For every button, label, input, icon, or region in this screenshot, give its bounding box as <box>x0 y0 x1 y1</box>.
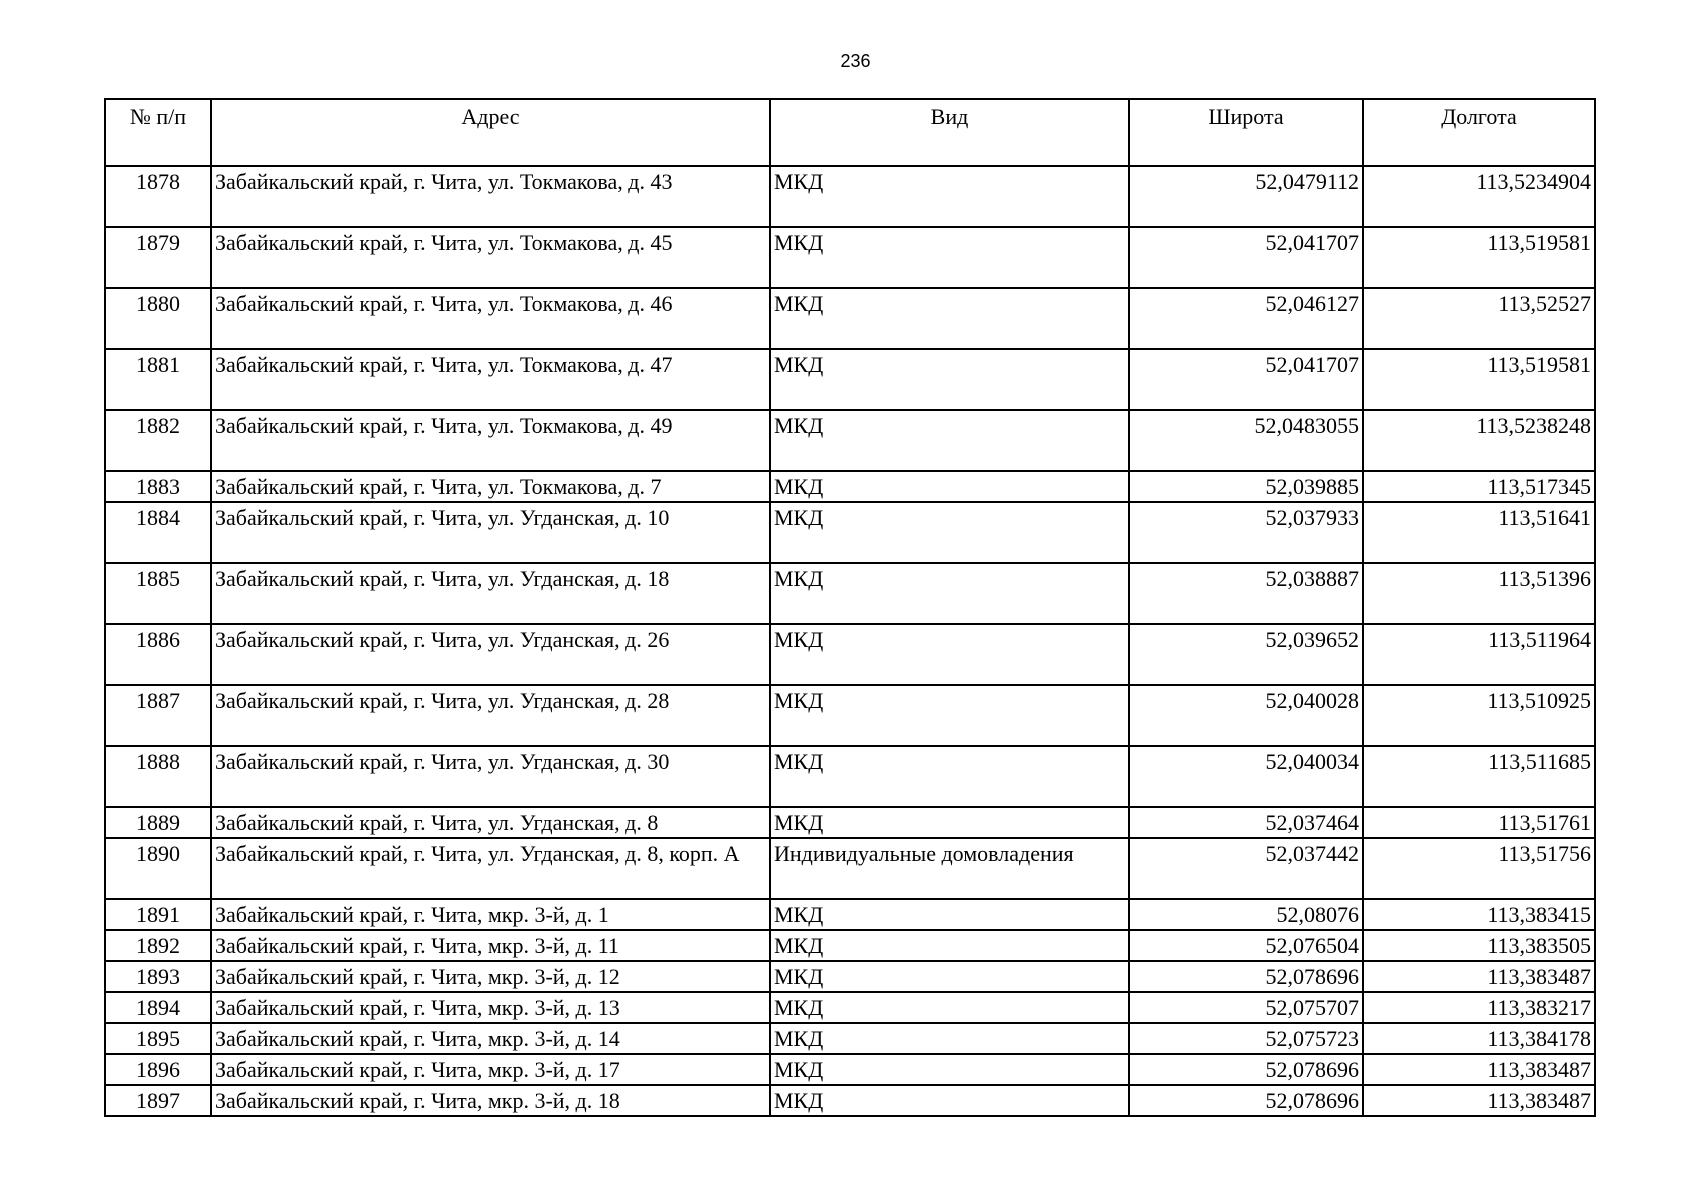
table-body <box>105 166 1595 1116</box>
cell-num: 1881 <box>105 349 211 410</box>
table-row <box>105 166 1595 227</box>
cell-latitude: 52,075723 <box>1129 1023 1363 1054</box>
table-row <box>105 961 1595 992</box>
cell-address: Забайкальский край, г. Чита, ул. Угданская, д. 30 <box>211 746 770 807</box>
cell-type: Индивидуальные домовладения <box>770 838 1129 899</box>
cell-longitude: 113,383487 <box>1363 961 1595 992</box>
cell-num: 1879 <box>105 227 211 288</box>
cell-num: 1882 <box>105 410 211 471</box>
page-number: 236 <box>840 51 871 71</box>
cell-num: 1884 <box>105 502 211 563</box>
cell-address: Забайкальский край, г. Чита, ул. Токмакова, д. 45 <box>211 227 770 288</box>
cell-type: МКД <box>770 807 1129 838</box>
table-row <box>105 807 1595 838</box>
cell-latitude: 52,078696 <box>1129 1054 1363 1085</box>
cell-longitude: 113,51641 <box>1363 502 1595 563</box>
address-table <box>104 98 1596 1117</box>
cell-address: Забайкальский край, г. Чита, ул. Угданская, д. 8, корп. А <box>211 838 770 899</box>
cell-latitude: 52,040034 <box>1129 746 1363 807</box>
table-row <box>105 1085 1595 1116</box>
cell-longitude: 113,51396 <box>1363 563 1595 624</box>
cell-type: МКД <box>770 410 1129 471</box>
cell-latitude: 52,039652 <box>1129 624 1363 685</box>
cell-type: МКД <box>770 349 1129 410</box>
cell-latitude: 52,076504 <box>1129 930 1363 961</box>
cell-latitude: 52,0483055 <box>1129 410 1363 471</box>
table-row <box>105 1023 1595 1054</box>
cell-latitude: 52,078696 <box>1129 1085 1363 1116</box>
cell-num: 1887 <box>105 685 211 746</box>
cell-address: Забайкальский край, г. Чита, мкр. 3-й, д. 18 <box>211 1085 770 1116</box>
cell-type: МКД <box>770 1054 1129 1085</box>
table-row <box>105 563 1595 624</box>
cell-longitude: 113,383487 <box>1363 1085 1595 1116</box>
cell-type: МКД <box>770 624 1129 685</box>
cell-type: МКД <box>770 227 1129 288</box>
cell-longitude: 113,511964 <box>1363 624 1595 685</box>
cell-type: МКД <box>770 685 1129 746</box>
cell-longitude: 113,519581 <box>1363 227 1595 288</box>
table-row <box>105 471 1595 502</box>
cell-longitude: 113,5238248 <box>1363 410 1595 471</box>
cell-num: 1892 <box>105 930 211 961</box>
cell-type: МКД <box>770 1085 1129 1116</box>
cell-type: МКД <box>770 930 1129 961</box>
table-row <box>105 899 1595 930</box>
cell-address: Забайкальский край, г. Чита, ул. Угданская, д. 10 <box>211 502 770 563</box>
cell-address: Забайкальский край, г. Чита, мкр. 3-й, д. 11 <box>211 930 770 961</box>
table-row <box>105 227 1595 288</box>
cell-type: МКД <box>770 471 1129 502</box>
cell-longitude: 113,511685 <box>1363 746 1595 807</box>
cell-num: 1897 <box>105 1085 211 1116</box>
cell-type: МКД <box>770 1023 1129 1054</box>
cell-latitude: 52,075707 <box>1129 992 1363 1023</box>
cell-longitude: 113,519581 <box>1363 349 1595 410</box>
cell-latitude: 52,0479112 <box>1129 166 1363 227</box>
cell-num: 1891 <box>105 899 211 930</box>
cell-address: Забайкальский край, г. Чита, ул. Угданская, д. 28 <box>211 685 770 746</box>
header-longitude: Долгота <box>1363 99 1595 166</box>
cell-longitude: 113,517345 <box>1363 471 1595 502</box>
cell-address: Забайкальский край, г. Чита, мкр. 3-й, д. 17 <box>211 1054 770 1085</box>
cell-address: Забайкальский край, г. Чита, ул. Угданская, д. 26 <box>211 624 770 685</box>
cell-address: Забайкальский край, г. Чита, ул. Токмакова, д. 47 <box>211 349 770 410</box>
table-row <box>105 746 1595 807</box>
table-row <box>105 288 1595 349</box>
cell-longitude: 113,51756 <box>1363 838 1595 899</box>
cell-type: МКД <box>770 288 1129 349</box>
cell-num: 1894 <box>105 992 211 1023</box>
table-row <box>105 624 1595 685</box>
cell-address: Забайкальский край, г. Чита, ул. Токмакова, д. 46 <box>211 288 770 349</box>
cell-num: 1886 <box>105 624 211 685</box>
cell-type: МКД <box>770 899 1129 930</box>
cell-latitude: 52,041707 <box>1129 349 1363 410</box>
cell-latitude: 52,037442 <box>1129 838 1363 899</box>
cell-num: 1880 <box>105 288 211 349</box>
cell-longitude: 113,510925 <box>1363 685 1595 746</box>
cell-longitude: 113,5234904 <box>1363 166 1595 227</box>
cell-latitude: 52,046127 <box>1129 288 1363 349</box>
header-address: Адрес <box>211 99 770 166</box>
cell-type: МКД <box>770 166 1129 227</box>
cell-type: МКД <box>770 992 1129 1023</box>
table-row <box>105 930 1595 961</box>
cell-longitude: 113,52527 <box>1363 288 1595 349</box>
cell-latitude: 52,039885 <box>1129 471 1363 502</box>
cell-latitude: 52,040028 <box>1129 685 1363 746</box>
cell-longitude: 113,383415 <box>1363 899 1595 930</box>
cell-type: МКД <box>770 502 1129 563</box>
table-row <box>105 838 1595 899</box>
cell-longitude: 113,51761 <box>1363 807 1595 838</box>
cell-longitude: 113,383217 <box>1363 992 1595 1023</box>
cell-address: Забайкальский край, г. Чита, мкр. 3-й, д. 14 <box>211 1023 770 1054</box>
cell-address: Забайкальский край, г. Чита, ул. Угданская, д. 18 <box>211 563 770 624</box>
cell-latitude: 52,038887 <box>1129 563 1363 624</box>
cell-longitude: 113,383505 <box>1363 930 1595 961</box>
cell-address: Забайкальский край, г. Чита, ул. Токмакова, д. 43 <box>211 166 770 227</box>
cell-address: Забайкальский край, г. Чита, ул. Токмакова, д. 7 <box>211 471 770 502</box>
cell-address: Забайкальский край, г. Чита, мкр. 3-й, д. 1 <box>211 899 770 930</box>
cell-latitude: 52,08076 <box>1129 899 1363 930</box>
table-row <box>105 502 1595 563</box>
cell-address: Забайкальский край, г. Чита, ул. Угданская, д. 8 <box>211 807 770 838</box>
cell-type: МКД <box>770 746 1129 807</box>
cell-num: 1890 <box>105 838 211 899</box>
cell-num: 1893 <box>105 961 211 992</box>
cell-num: 1885 <box>105 563 211 624</box>
cell-longitude: 113,384178 <box>1363 1023 1595 1054</box>
table-row <box>105 410 1595 471</box>
cell-num: 1883 <box>105 471 211 502</box>
cell-num: 1895 <box>105 1023 211 1054</box>
cell-type: МКД <box>770 961 1129 992</box>
table-row <box>105 1054 1595 1085</box>
cell-address: Забайкальский край, г. Чита, мкр. 3-й, д. 12 <box>211 961 770 992</box>
cell-latitude: 52,037933 <box>1129 502 1363 563</box>
cell-num: 1896 <box>105 1054 211 1085</box>
table-row <box>105 349 1595 410</box>
table-header <box>105 99 1595 166</box>
cell-num: 1888 <box>105 746 211 807</box>
cell-type: МКД <box>770 563 1129 624</box>
cell-latitude: 52,041707 <box>1129 227 1363 288</box>
table-row <box>105 685 1595 746</box>
table-row <box>105 992 1595 1023</box>
header-latitude: Широта <box>1129 99 1363 166</box>
cell-num: 1889 <box>105 807 211 838</box>
cell-address: Забайкальский край, г. Чита, ул. Токмакова, д. 49 <box>211 410 770 471</box>
cell-latitude: 52,037464 <box>1129 807 1363 838</box>
cell-num: 1878 <box>105 166 211 227</box>
header-num: № п/п <box>105 99 211 166</box>
cell-longitude: 113,383487 <box>1363 1054 1595 1085</box>
cell-latitude: 52,078696 <box>1129 961 1363 992</box>
cell-address: Забайкальский край, г. Чита, мкр. 3-й, д. 13 <box>211 992 770 1023</box>
header-type: Вид <box>770 99 1129 166</box>
